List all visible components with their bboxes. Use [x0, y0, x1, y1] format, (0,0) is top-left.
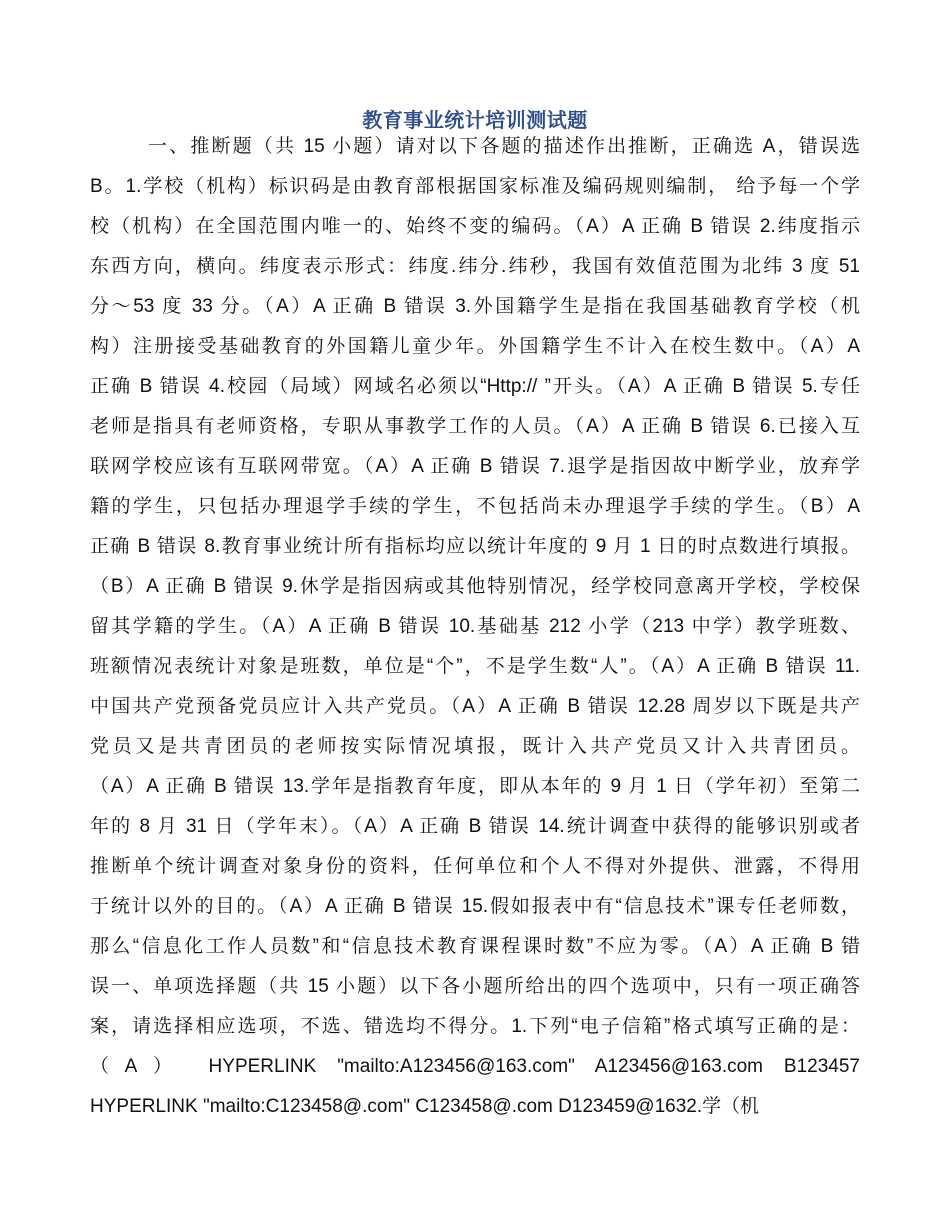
- text-line: 校（机构）在全国范围内唯一的、始终不变的编码。（A）A 正确 B 错误 2.纬度指示: [90, 216, 860, 237]
- document-body: [90, 134, 860, 1134]
- text-line: 正确 B 错误 4.校园（局域）网域名必须以“Http:// ”开头。（A）A 正确 B 错误 5.专任: [90, 376, 860, 397]
- text-line: 党员又是共青团员的老师按实际情况填报，既计入共产党员又计入共青团员。: [90, 736, 860, 757]
- text-line: 年的 8 月 31 日（学年末）。（A）A 正确 B 错误 14.统计调查中获得的能够识别或者: [90, 816, 860, 837]
- text-line: （A）A 正确 B 错误 13.学年是指教育年度，即从本年的 9 月 1 日（学年初）至第二: [90, 776, 860, 797]
- text-line: 正确 B 错误 8.教育事业统计所有指标均应以统计年度的 9 月 1 日的时点数进行填报。: [90, 536, 860, 557]
- document-title: 教育事业统计培训测试题: [362, 108, 588, 132]
- text-line: HYPERLINK "mailto:C123458@.com" C123458@.com D123459@1632.学（机: [90, 1096, 760, 1117]
- text-line: 东西方向，横向。纬度表示形式：纬度.纬分.纬秒，我国有效值范围为北纬 3 度 51: [90, 256, 860, 277]
- text-line: B。1.学校（机构）标识码是由教育部根据国家标准及编码规则编制， 给予每一个学: [90, 176, 860, 197]
- text-line: 一、推断题（共 15 小题）请对以下各题的描述作出推断，正确选 A，错误选: [148, 136, 860, 157]
- text-line: 那么“信息化工作人员数”和“信息技术教育课程课时数”不应为零。（A）A 正确 B 错: [90, 936, 860, 957]
- text-line: 联网学校应该有互联网带宽。（A）A 正确 B 错误 7.退学是指因故中断学业，放弃学: [90, 456, 860, 477]
- text-line: 留其学籍的学生。（A）A 正确 B 错误 10.基础基 212 小学（213 中学）教学班数、: [90, 616, 860, 637]
- text-line: 于统计以外的目的。（A）A 正确 B 错误 15.假如报表中有“信息技术”课专任老师数，: [90, 896, 860, 917]
- text-line: 构）注册接受基础教育的外国籍儿童少年。外国籍学生不计入在校生数中。（A）A: [90, 336, 860, 357]
- text-line: （B）A 正确 B 错误 9.休学是指因病或其他特别情况，经学校同意离开学校，学校保: [90, 576, 860, 597]
- text-line: 推断单个统计调查对象身份的资料，任何单位和个人不得对外提供、泄露，不得用: [90, 856, 860, 877]
- text-line: 案，请选择相应选项，不选、错选均不得分。1.下列“电子信箱”格式填写正确的是：: [90, 1016, 860, 1037]
- text-line: 分～53 度 33 分。（A）A 正确 B 错误 3.外国籍学生是指在我国基础教育学校（机: [90, 296, 860, 317]
- text-line: 老师是指具有老师资格，专职从事教学工作的人员。（A）A 正确 B 错误 6.已接入互: [90, 416, 860, 437]
- text-line: 籍的学生，只包括办理退学手续的学生，不包括尚未办理退学手续的学生。（B）A: [90, 496, 860, 517]
- text-line: （A） HYPERLINK "mailto:A123456@163.com" A123456@163.com B123457: [90, 1056, 860, 1077]
- text-line: 班额情况表统计对象是班数，单位是“个”，不是学生数“人”。（A）A 正确 B 错误 11.: [90, 656, 860, 677]
- text-line: 误一、单项选择题（共 15 小题）以下各小题所给出的四个选项中，只有一项正确答: [90, 976, 860, 997]
- text-line: 中国共产党预备党员应计入共产党员。（A）A 正确 B 错误 12.28 周岁以下既是共产: [90, 696, 860, 717]
